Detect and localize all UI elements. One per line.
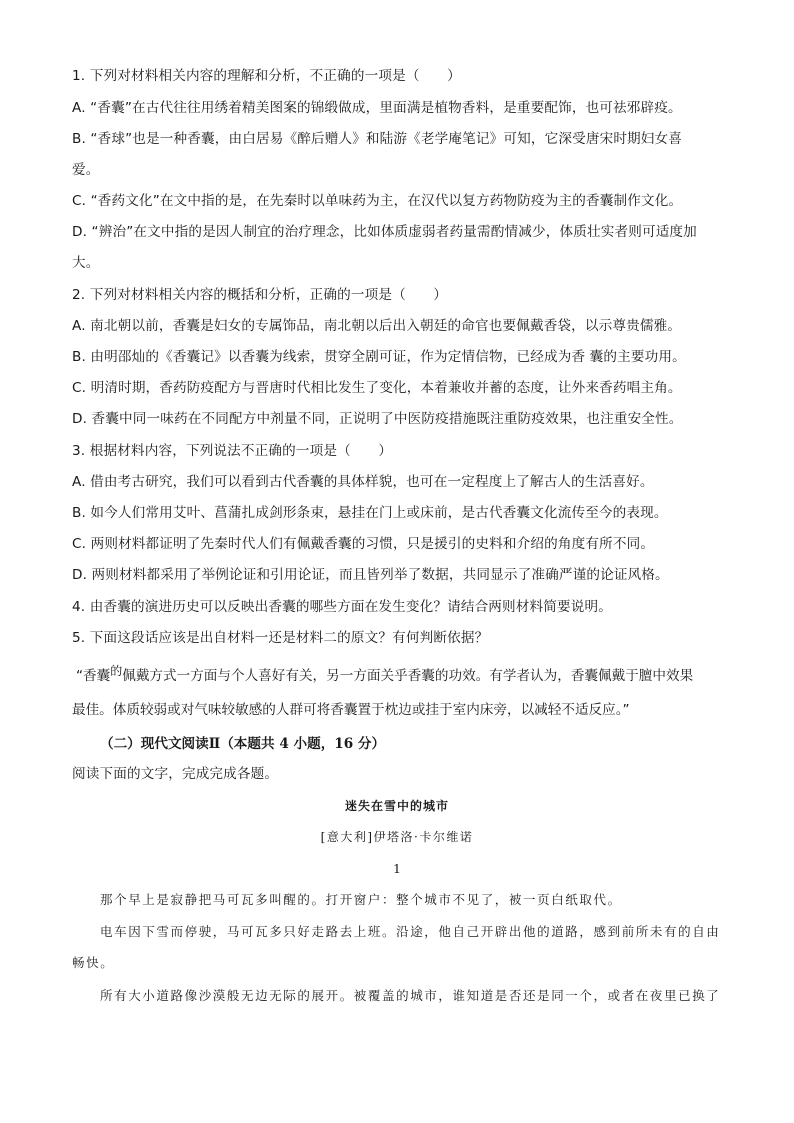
question-3-option-a: A. 借由考古研究，我们可以看到古代香囊的具体样貌，也可在一定程度上了解古人的生活喜好。	[72, 474, 654, 490]
quote-rest: 佩戴方式一方面与个人喜好有关，另一方面关乎香囊的功效。有学者认为，香囊佩戴于膻中效果	[122, 668, 694, 684]
section-instruction: 阅读下面的文字，完成完成各题。	[72, 766, 279, 782]
section-heading: （二）现代文阅读Ⅱ（本题共 4 小题，16 分）	[100, 736, 386, 752]
question-3-stem: 3. 根据材料内容，下列说法不正确的一项是（ ）	[72, 443, 393, 459]
question-1-stem: 1. 下列对材料相关内容的理解和分析，不正确的一项是（ ）	[72, 68, 461, 84]
question-5: 5. 下面这段话应该是出自材料一还是材料二的原文？有何判断依据？	[72, 630, 489, 646]
question-1-option-d-line2: 大。	[72, 255, 100, 271]
quote-line-2: 最佳。体质较弱或对气味较敏感的人群可将香囊置于枕边或挂于室内床旁，以减轻不适反应。”	[72, 702, 630, 718]
question-1-option-c: C. “香药文化”在文中指的是，在先秦时以单味药为主，在汉代以复方药物防疫为主的香囊制作文化。	[72, 193, 683, 209]
story-paragraph-2-line1: 电车因下雪而停驶，马可瓦多只好走路去上班。沿途，他自己开辟出他的道路，感到前所未有的自由	[100, 924, 721, 939]
question-3-option-d: D. 两则材料都采用了举例论证和引用论证，而且皆列举了数据，共同显示了准确严谨的论证风格。	[72, 567, 669, 583]
question-1-option-b-line2: 爱。	[72, 162, 100, 178]
quote-line-1	[76, 664, 736, 685]
story-part-number: 1	[393, 861, 401, 876]
question-2-stem: 2. 下列对材料相关内容的概括和分析，正确的一项是（ ）	[72, 287, 448, 303]
story-paragraph-1: 那个早上是寂静把马可瓦多叫醒的。打开窗户：整个城市不见了，被一页白纸取代。	[100, 892, 622, 907]
question-1-option-b-line1: B. “香球”也是一种香囊，由白居易《醉后赠人》和陆游《老学庵笔记》可知，它深受唐宋时期妇女喜	[72, 131, 683, 147]
question-2-option-a: A. 南北朝以前，香囊是妇女的专属饰品，南北朝以后出入朝廷的命官也要佩戴香袋，以示尊贵儒雅。	[72, 318, 682, 334]
story-author: [意大利]伊塔洛·卡尔维诺	[320, 830, 474, 844]
question-2-option-d: D. 香囊中同一味药在不同配方中剂量不同，正说明了中医防疫措施既注重防疫效果，也注重安全性。	[72, 411, 683, 427]
question-1-option-d-line1: D. “辨治”在文中指的是因人制宜的治疗理念，比如体质虚弱者药量需酌情减少，体质壮实者则可适度加	[72, 224, 697, 240]
story-paragraph-3-line1: 所有大小道路像沙漠般无边无际的展开。被覆盖的城市，谁知道是否还是同一个，或者在夜里已换了	[100, 988, 721, 1003]
question-3-option-b: B. 如今人们常用艾叶、菖蒲扎成剑形条束，悬挂在门上或床前，是古代香囊文化流传至今的表现。	[72, 505, 668, 521]
question-1-option-a: A. “香囊”在古代往往用绣着精美图案的锦缎做成，里面满是植物香料，是重要配饰，也可祛邪辟疫。	[72, 100, 682, 116]
quote-open: “香囊	[76, 668, 111, 684]
question-2-option-b: B. 由明邵灿的《香囊记》以香囊为线索，贯穿全剧可证，作为定情信物，已经成为香 囊的主要功用。	[72, 349, 686, 365]
quote-raised-char: 的	[110, 664, 123, 678]
story-paragraph-2-line2: 畅快。	[72, 955, 115, 970]
question-3-option-c: C. 两则材料都证明了先秦时代人们有佩戴香囊的习惯，只是援引的史料和介绍的角度有所不同。	[72, 536, 655, 552]
question-4: 4. 由香囊的演进历史可以反映出香囊的哪些方面在发生变化？请结合两则材料简要说明。	[72, 599, 613, 615]
story-title: 迷失在雪中的城市	[344, 799, 449, 813]
question-2-option-c: C. 明清时期，香药防疫配方与晋唐时代相比发生了变化，本着兼收并蓄的态度，让外来香药唱主角。	[72, 380, 682, 396]
